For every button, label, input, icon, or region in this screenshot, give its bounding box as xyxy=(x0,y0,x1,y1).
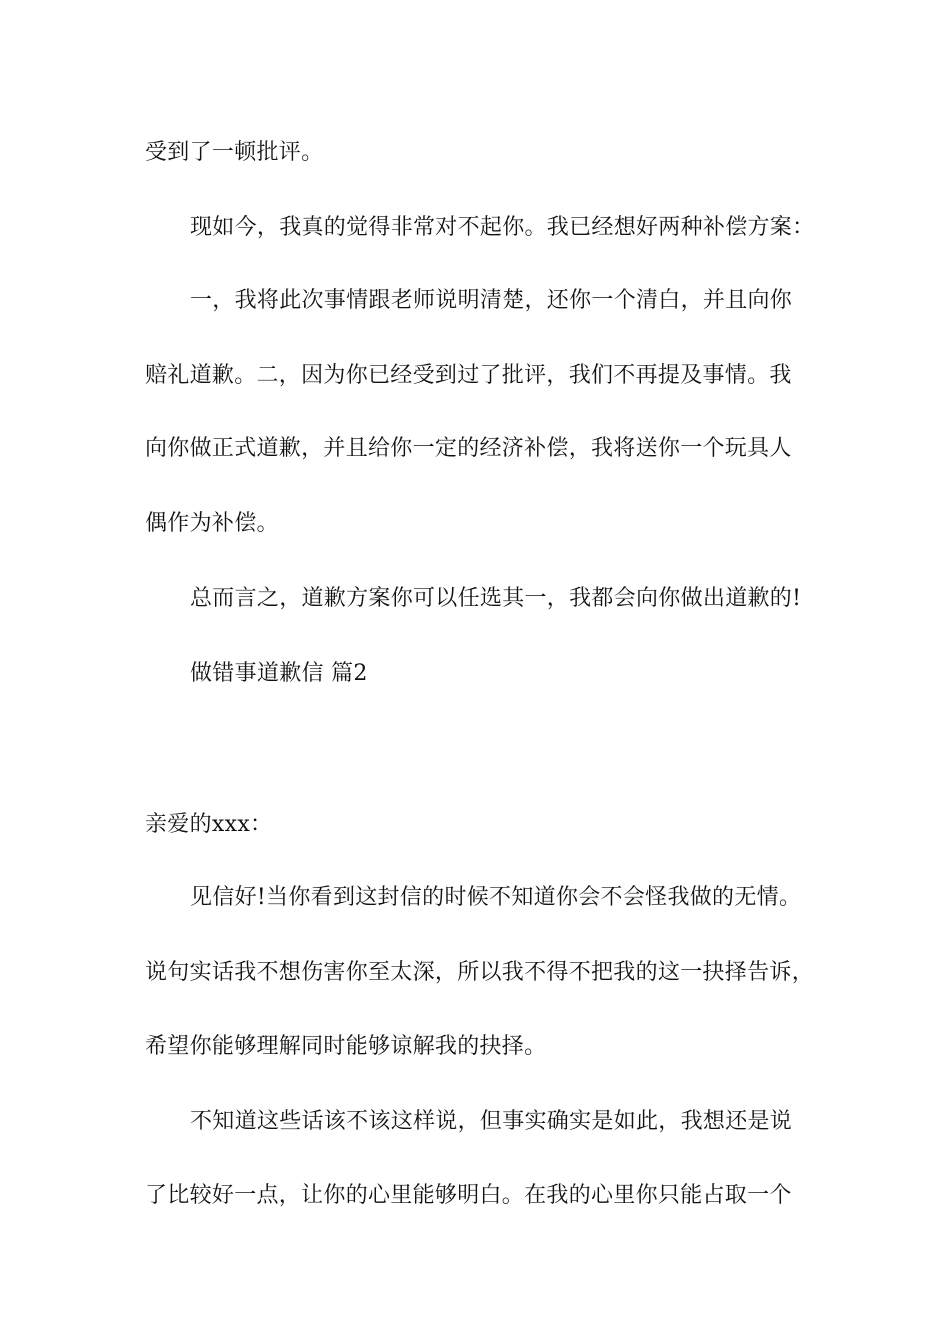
text-line: 现如今，我真的觉得非常对不起你。我已经想好两种补偿方案： xyxy=(190,215,815,240)
text-line: 赔礼道歉。二，因为你已经受到过了批评，我们不再提及事情。我 xyxy=(145,363,792,388)
text-line: 了比较好一点，让你的心里能够明白。在我的心里你只能占取一个 xyxy=(145,1183,792,1208)
text-line: 受到了一顿批评。 xyxy=(145,140,324,165)
text-line: 一，我将此次事情跟老师说明清楚，还你一个清白，并且向你 xyxy=(190,288,793,313)
text-line: 希望你能够理解同时能够谅解我的抉择。 xyxy=(145,1034,547,1059)
text-line: 不知道这些话该不该这样说，但事实确实是如此，我想还是说 xyxy=(190,1109,793,1134)
section-heading: 做错事道歉信 篇2 xyxy=(190,661,368,686)
text-line: 说句实话我不想伤害你至太深，所以我不得不把我的这一抉择告诉， xyxy=(145,960,815,985)
salutation: 亲爱的xxx： xyxy=(145,812,273,837)
text-line: 向你做正式道歉，并且给你一定的经济补偿，我将送你一个玩具人 xyxy=(145,436,792,461)
text-line: 见信好!当你看到这封信的时候不知道你会不会怪我做的无情。 xyxy=(190,885,802,910)
text-line: 偶作为补偿。 xyxy=(145,511,279,536)
text-line: 总而言之，道歉方案你可以任选其一，我都会向你做出道歉的! xyxy=(190,586,802,611)
